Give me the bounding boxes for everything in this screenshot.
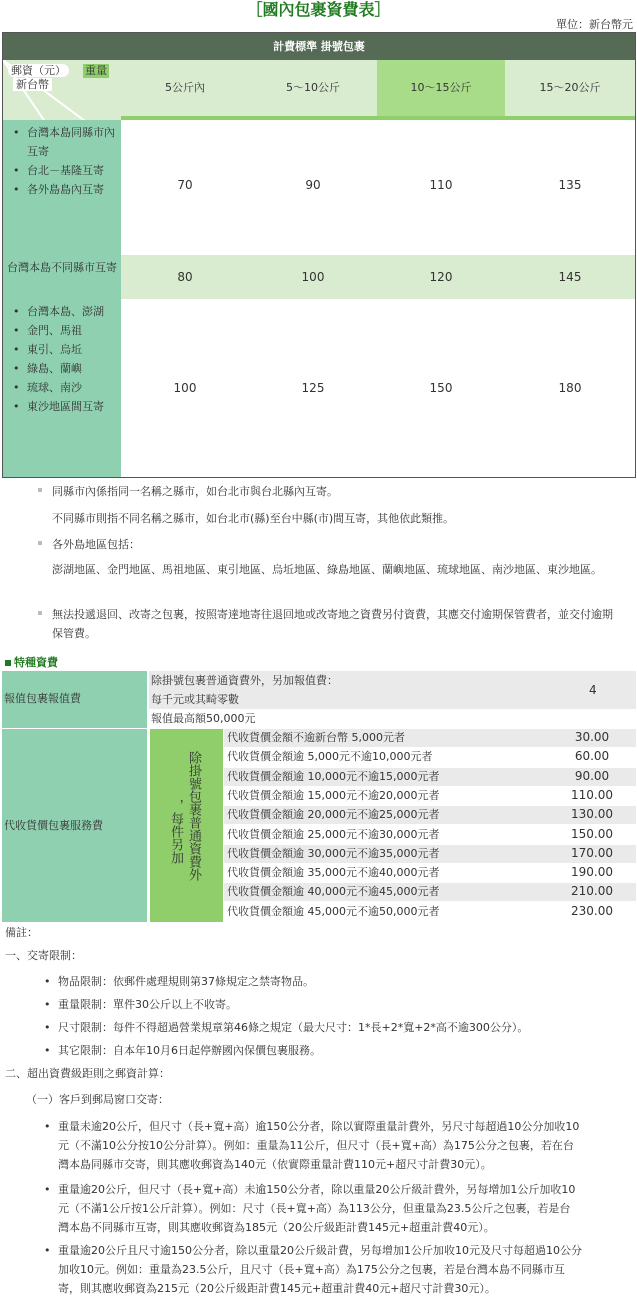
price-cell: 125 — [301, 381, 325, 395]
insured-desc: 每千元或其畸零數 — [151, 693, 239, 706]
note-text: 無法投遞退回、改寄之包裹，按照寄達地寄往退回地或改寄地之資費另付資費，其應交付逾期保管費者，並交付逾期保管費。 — [52, 608, 613, 640]
insured-label: 報值包裹報值費 — [4, 692, 81, 705]
bullet-dot: • — [44, 1244, 51, 1257]
remarks-title: 備註： — [5, 926, 38, 939]
cod-row-label: 代收貨價金額不逾新台幣 5,000元者 — [227, 731, 405, 744]
bullet-square — [38, 541, 42, 545]
bullet-dot: • — [44, 998, 51, 1011]
cod-row-label: 代收貨價金額逾 10,000元不逾15,000元者 — [227, 769, 440, 783]
column-header: 5～10公斤 — [249, 60, 377, 116]
cod-row-value: 110.00 — [571, 787, 613, 802]
row-label — [3, 299, 121, 477]
table-header: 計費標準 掛號包裹 — [3, 33, 635, 60]
cod-row-value: 170.00 — [571, 845, 613, 860]
rate-table — [2, 32, 636, 478]
price-cell: 100 — [301, 270, 325, 284]
corner-postage: 郵資（元） — [8, 64, 69, 77]
insured-max: 報值最高額50,000元 — [151, 712, 256, 725]
cod-row-label: 代收貨價金額逾 25,000元不逾30,000元者 — [227, 827, 440, 841]
cod-row-value: 190.00 — [571, 865, 613, 880]
bullet-square — [38, 611, 42, 615]
bullet-dot: • — [44, 1120, 51, 1133]
section-title: 特種資費 — [5, 654, 58, 670]
cod-row-value: 230.00 — [571, 903, 613, 918]
cod-row-value: 150.00 — [571, 826, 613, 841]
note-text: 同縣市內係指同一名稱之縣市，如台北市與台北縣內互寄。 — [52, 485, 338, 498]
price-cell: 90 — [305, 178, 321, 192]
bullet-square — [38, 488, 42, 492]
corner-weight: 重量 — [85, 64, 107, 77]
price-cell: 145 — [558, 270, 582, 284]
column-header: 10～15公斤 — [377, 60, 505, 116]
cod-row-value: 60.00 — [574, 749, 610, 764]
cod-row-label: 代收貨價金額逾 35,000元不逾40,000元者 — [227, 866, 440, 880]
cod-row-value: 90.00 — [574, 768, 610, 783]
cod-mid-text: 除掛號包裹普通資費外 — [186, 751, 201, 881]
bullet-dot: • — [44, 1044, 51, 1057]
remarks-line: 元（不滿1公斤按1公斤計算）。例如：尺寸（長+寬+高）為113公分，但重量為23.5公斤之包裹，若是台 — [58, 1202, 571, 1215]
cod-row-value: 30.00 — [574, 730, 610, 744]
price-cell: 100 — [173, 381, 197, 395]
price-cell: 180 — [558, 381, 582, 395]
insured-desc-cell — [149, 671, 636, 709]
region-item: • 東引、烏坵 — [27, 340, 121, 359]
bullet-dot: • — [44, 975, 51, 988]
region-item: • 琉球、南沙 — [27, 378, 121, 397]
cod-row-label: 代收貨價金額逾 20,000元不逾25,000元者 — [227, 808, 440, 822]
insured-label-cell — [2, 671, 147, 728]
insured-desc: 除掛號包裹普通資費外，另加報值費： — [151, 674, 338, 687]
remarks-item: 重量限制：單件30公斤以上不收寄。 — [58, 998, 237, 1011]
region-item: • 金門、馬祖 — [27, 321, 121, 340]
bullet-dot: • — [44, 1021, 51, 1034]
remarks-section: 二、超出資費級距則之郵資計算： — [5, 1067, 170, 1080]
cod-mid-cell — [150, 729, 223, 922]
bullet-dot: • — [44, 1183, 51, 1196]
price-cell: 135 — [558, 178, 582, 192]
remarks-section: 一、交寄限制： — [5, 949, 82, 962]
cod-row-label: 代收貨價金額逾 45,000元不逾50,000元者 — [227, 904, 440, 918]
remarks-line: 灣本島同縣市交寄，則其應收郵資為140元（依實際重量計費110元+超尺寸計費30元）。 — [58, 1158, 492, 1171]
cod-row-label: 代收貨價金額逾 5,000元不逾10,000元者 — [227, 750, 433, 764]
note-text: 各外島地區包括： — [52, 538, 140, 551]
region-item: • 台灣本島、澎湖 — [27, 302, 121, 321]
column-header: 15～20公斤 — [505, 60, 635, 116]
corner-currency: 新台幣 — [13, 78, 52, 91]
column-header: 5公斤內 — [121, 60, 249, 116]
note-text: 澎湖地區、金門地區、馬祖地區、東引地區、烏坵地區、綠島地區、蘭嶼地區、琉球地區、南沙地區、東沙地區。 — [52, 563, 602, 576]
remarks-item: 其它限制：自本年10月6日起停辦國內保價包裹服務。 — [58, 1044, 321, 1057]
cod-row-label: 代收貨價金額逾 30,000元不逾35,000元者 — [227, 846, 440, 860]
unit-label: 單位：新台幣元 — [556, 18, 633, 31]
price-cell: 80 — [177, 270, 193, 284]
remarks-item: 物品限制：依郵件處理規則第37條規定之禁寄物品。 — [58, 975, 314, 988]
region-item: • 綠島、蘭嶼 — [27, 359, 121, 378]
cod-row-value: 130.00 — [571, 807, 613, 822]
note-text: 不同縣市則指不同名稱之縣市，如台北市(縣)至台中縣(市)間互寄，其他依此類推。 — [52, 512, 455, 525]
region-item: • 台北－基隆互寄 — [27, 161, 121, 180]
remarks-line: 重量逾20公斤且尺寸逾150公分者，除以重量20公斤級計費，另每增加1公斤加收10元及尺寸每超過10公分 — [58, 1244, 582, 1257]
region-item: • 台灣本島同縣市內互寄 — [27, 123, 121, 161]
remarks-item: 尺寸限制：每件不得超過營業規章第46條之規定（最大尺寸：1*長+2*寬+2*高不逾300公分）。 — [58, 1021, 529, 1034]
remarks-line: 元（不滿10公分按10公分計算）。例如：重量為11公斤，但尺寸（長+寬+高）為175公分之包裹，若在台 — [58, 1139, 574, 1152]
cod-row-label: 代收貨價金額逾 15,000元不逾20,000元者 — [227, 788, 440, 802]
remarks-line: 重量未逾20公斤，但尺寸（長+寬+高）逾150公分者，除以實際重量計費外，另尺寸每超過10公分加收10 — [58, 1120, 580, 1133]
cod-row-label: 代收貨價金額逾 40,000元不逾45,000元者 — [227, 885, 440, 899]
cod-label: 代收貨價包裹服務費 — [4, 819, 103, 832]
price-cell: 120 — [429, 270, 453, 284]
insured-value: 4 — [589, 683, 597, 697]
price-cell: 70 — [177, 178, 193, 192]
header-underline — [121, 116, 635, 120]
remarks-line: 灣本島不同縣市互寄，則其應收郵資為185元（20公斤級距計費145元+超重計費40元）。 — [58, 1221, 495, 1234]
remarks-line: 加收10元。例如：重量為23.5公斤，且尺寸（長+寬+高）為175公分之包裹，若是台灣本島不同縣市互 — [58, 1263, 565, 1276]
cod-label-cell — [2, 729, 147, 922]
row-label: 台灣本島不同縣市互寄 — [3, 255, 121, 299]
page-title: ［國內包裹資費表］ — [246, 0, 391, 19]
price-cell: 110 — [429, 178, 453, 192]
remarks-line: 重量逾20公斤，但尺寸（長+寬+高）未逾150公分者，除以重量20公斤級計費外，另每增加1公斤加收10 — [58, 1183, 576, 1196]
region-item: • 東沙地區間互寄 — [27, 397, 121, 416]
cod-mid-text: ，每件另加 — [168, 799, 183, 864]
price-cell: 150 — [429, 381, 453, 395]
remarks-subsection: （一）客戶到郵局窗口交寄： — [26, 1093, 169, 1106]
row-label — [3, 120, 121, 255]
region-item: • 各外島島內互寄 — [27, 180, 121, 199]
remarks-line: 寄，則其應收郵資為215元（20公斤級距計費145元+超重計費40元+超尺寸計費30元）。 — [58, 1282, 496, 1295]
cod-row-value: 210.00 — [571, 884, 613, 899]
